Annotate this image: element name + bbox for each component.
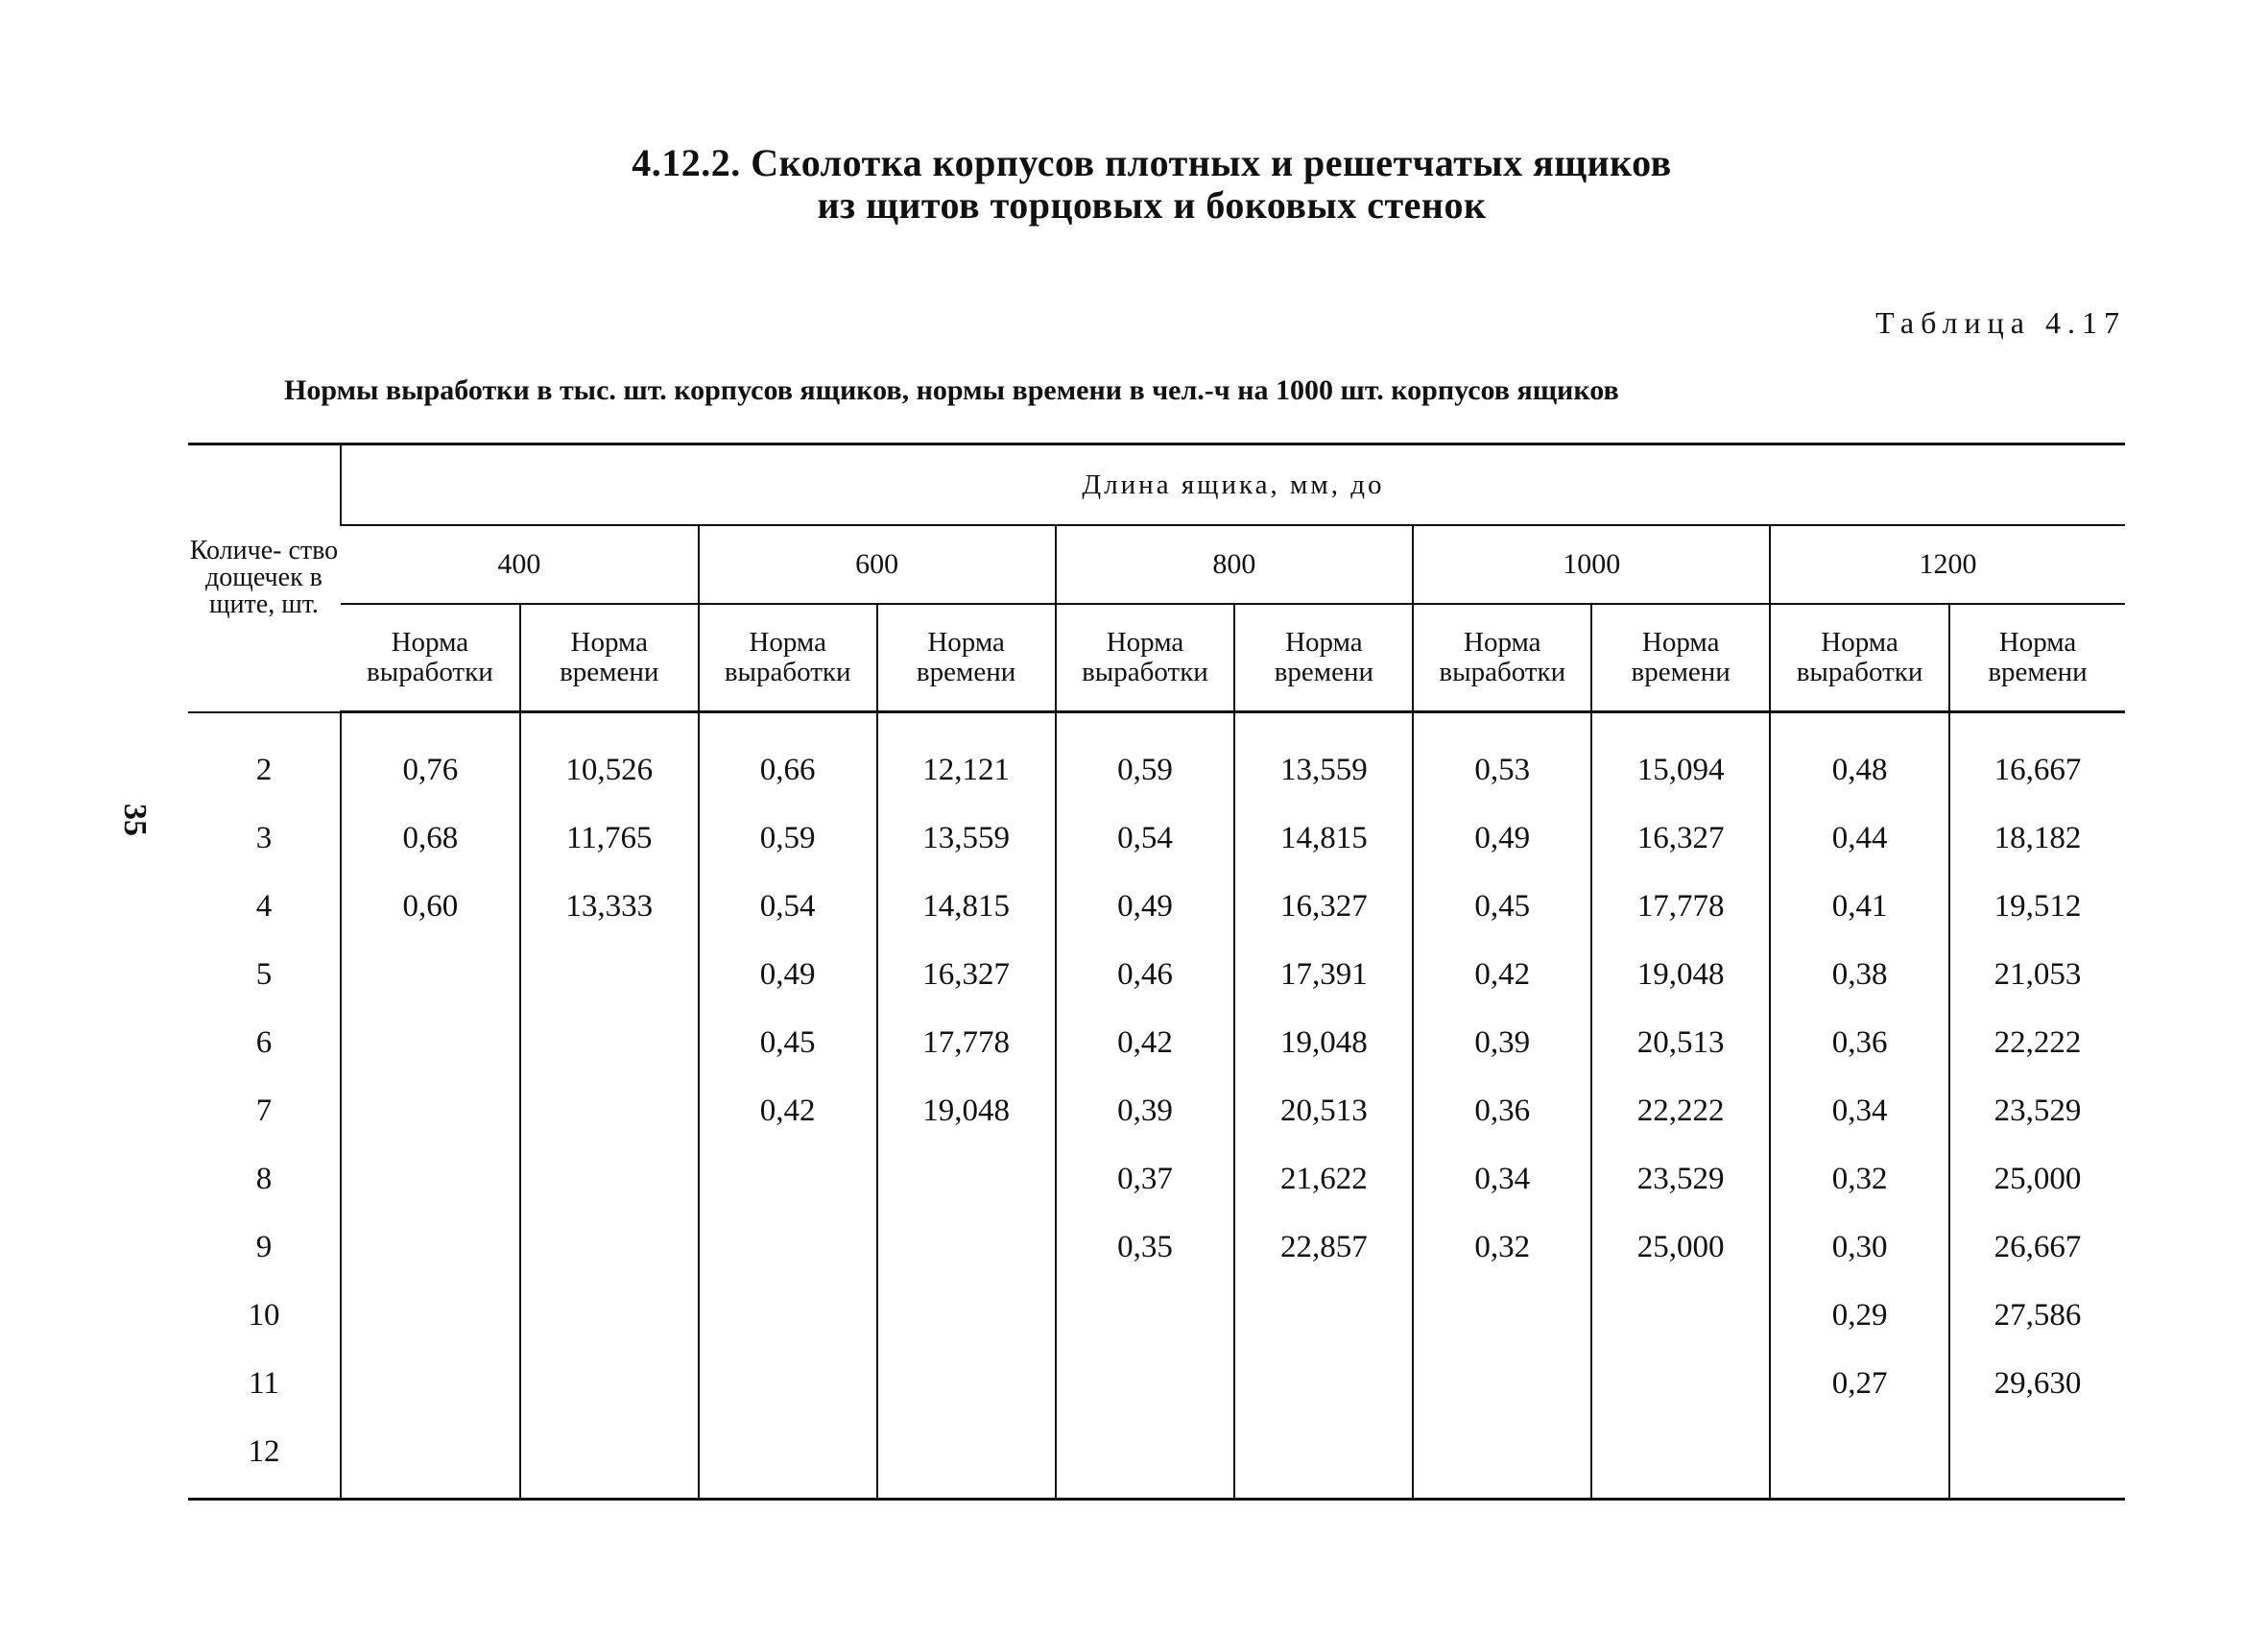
output-norm-cell [699,1350,877,1418]
time-norm-cell [877,1418,1056,1500]
header-size-400: 400 [341,525,699,604]
time-norm-cell: 22,857 [1234,1213,1413,1282]
output-norm-cell: 0,34 [1770,1077,1949,1145]
output-norm-cell: 0,32 [1413,1213,1591,1282]
table-row [188,1418,2125,1500]
header-size-1200: 1200 [1770,525,2125,604]
time-norm-cell: 20,513 [1234,1077,1413,1145]
output-norm-cell: 0,49 [1056,873,1235,941]
time-norm-cell: 11,765 [520,805,699,873]
table-row [188,805,2125,873]
time-norm-cell: 22,222 [1949,1009,2125,1077]
section-title-line1: 4.12.2. Сколотка корпусов плотных и решетчатых ящиков [632,141,1672,184]
time-norm-cell: 14,815 [1234,805,1413,873]
output-norm-cell [699,1213,877,1282]
time-norm-cell: 16,327 [877,941,1056,1009]
output-norm-cell [341,1145,520,1213]
output-norm-cell: 0,38 [1770,941,1949,1009]
time-norm-cell: 25,000 [1591,1213,1770,1282]
time-norm-cell [1591,1350,1770,1418]
time-norm-cell: 29,630 [1949,1350,2125,1418]
time-norm-cell: 16,327 [1234,873,1413,941]
time-norm-cell [877,1145,1056,1213]
output-norm-cell: 0,42 [699,1077,877,1145]
row-quantity: 5 [255,957,273,992]
output-norm-cell: 0,39 [1413,1009,1591,1077]
time-norm-cell [520,1350,699,1418]
output-norm-cell [1056,1350,1235,1418]
table-caption: Нормы выработки в тыс. шт. корпусов ящиков, нормы времени в чел.-ч на 1000 шт. корпусов ящиков [284,374,1619,406]
output-norm-cell [341,1350,520,1418]
time-norm-cell: 16,327 [1591,805,1770,873]
time-norm-cell: 19,048 [1591,941,1770,1009]
row-quantity: 2 [255,752,273,787]
output-norm-cell: 0,54 [699,873,877,941]
time-norm-cell: 23,529 [1949,1077,2125,1145]
header-output-norm: Норма выработки [341,604,520,712]
output-norm-cell: 0,54 [1056,805,1235,873]
table-row [188,1282,2125,1350]
header-time-norm: Норма времени [877,604,1056,712]
time-norm-cell: 19,512 [1949,873,2125,941]
time-norm-cell [1591,1418,1770,1500]
output-norm-cell [1770,1418,1949,1500]
output-norm-cell: 0,42 [1413,941,1591,1009]
header-size-600: 600 [699,525,1056,604]
output-norm-cell [1413,1418,1591,1500]
time-norm-cell: 19,048 [1234,1009,1413,1077]
time-norm-cell: 17,778 [1591,873,1770,941]
time-norm-cell: 12,121 [877,712,1056,805]
time-norm-cell: 10,526 [520,712,699,805]
output-norm-cell: 0,34 [1413,1145,1591,1213]
output-norm-cell [341,1213,520,1282]
output-norm-cell [1056,1282,1235,1350]
header-output-norm: Норма выработки [1056,604,1235,712]
output-norm-cell: 0,60 [341,873,520,941]
row-quantity: 11 [249,1366,279,1401]
table-body [188,712,2125,1500]
output-norm-cell: 0,27 [1770,1350,1949,1418]
output-norm-cell [1413,1350,1591,1418]
output-norm-cell: 0,48 [1770,712,1949,805]
time-norm-cell [1234,1282,1413,1350]
header-time-norm: Норма времени [520,604,699,712]
table-row [188,1009,2125,1077]
output-norm-cell: 0,32 [1770,1145,1949,1213]
output-norm-cell [341,1077,520,1145]
table-row [188,941,2125,1009]
table-row [188,1350,2125,1418]
output-norm-cell: 0,59 [699,805,877,873]
table-row [188,1145,2125,1213]
output-norm-cell: 0,39 [1056,1077,1235,1145]
output-norm-cell [341,1282,520,1350]
row-quantity: 6 [255,1025,273,1060]
time-norm-cell: 13,559 [877,805,1056,873]
time-norm-cell: 20,513 [1591,1009,1770,1077]
time-norm-cell [520,1213,699,1282]
time-norm-cell: 15,094 [1591,712,1770,805]
output-norm-cell [341,1418,520,1500]
time-norm-cell: 25,000 [1949,1145,2125,1213]
time-norm-cell: 27,586 [1949,1282,2125,1350]
output-norm-cell: 0,66 [699,712,877,805]
time-norm-cell: 14,815 [877,873,1056,941]
output-norm-cell: 0,49 [1413,805,1591,873]
time-norm-cell: 18,182 [1949,805,2125,873]
time-norm-cell: 19,048 [877,1077,1056,1145]
time-norm-cell [1234,1350,1413,1418]
output-norm-cell: 0,76 [341,712,520,805]
time-norm-cell: 17,391 [1234,941,1413,1009]
norms-table [188,443,2125,1501]
row-quantity: 8 [255,1162,273,1196]
time-norm-cell [520,941,699,1009]
time-norm-cell: 26,667 [1949,1213,2125,1282]
time-norm-cell: 21,622 [1234,1145,1413,1213]
time-norm-cell [1949,1418,2125,1500]
time-norm-cell [877,1213,1056,1282]
section-title-line2: из щитов торцовых и боковых стенок [817,183,1487,227]
output-norm-cell: 0,53 [1413,712,1591,805]
output-norm-cell: 0,29 [1770,1282,1949,1350]
output-norm-cell: 0,49 [699,941,877,1009]
header-time-norm: Норма времени [1949,604,2125,712]
header-output-norm: Норма выработки [699,604,877,712]
page-number: 35 [117,804,153,836]
time-norm-cell [520,1077,699,1145]
table-row [188,1077,2125,1145]
time-norm-cell: 23,529 [1591,1145,1770,1213]
row-quantity: 9 [255,1230,273,1264]
header-size-1000: 1000 [1413,525,1770,604]
time-norm-cell: 22,222 [1591,1077,1770,1145]
time-norm-cell: 13,559 [1234,712,1413,805]
output-norm-cell: 0,45 [699,1009,877,1077]
row-quantity: 4 [255,889,273,924]
output-norm-cell: 0,44 [1770,805,1949,873]
row-quantity: 10 [248,1298,280,1333]
time-norm-cell [877,1282,1056,1350]
output-norm-cell: 0,35 [1056,1213,1235,1282]
output-norm-cell: 0,36 [1770,1009,1949,1077]
time-norm-cell [1591,1282,1770,1350]
header-time-norm: Норма времени [1591,604,1770,712]
time-norm-cell [520,1009,699,1077]
output-norm-cell: 0,68 [341,805,520,873]
time-norm-cell [520,1145,699,1213]
output-norm-cell: 0,42 [1056,1009,1235,1077]
header-output-norm: Норма выработки [1770,604,1949,712]
header-output-norm: Норма выработки [1413,604,1591,712]
output-norm-cell: 0,59 [1056,712,1235,805]
output-norm-cell: 0,36 [1413,1077,1591,1145]
output-norm-cell [341,941,520,1009]
time-norm-cell [1234,1418,1413,1500]
time-norm-cell: 16,667 [1949,712,2125,805]
output-norm-cell [1056,1418,1235,1500]
table-row [188,712,2125,805]
output-norm-cell [341,1009,520,1077]
output-norm-cell: 0,30 [1770,1213,1949,1282]
row-quantity: 12 [188,1418,341,1500]
time-norm-cell: 17,778 [877,1009,1056,1077]
header-length: Длина ящика, мм, до [341,445,2125,526]
header-quantity: Количе- ство дощечек в щите, шт. [188,445,341,712]
time-norm-cell: 21,053 [1949,941,2125,1009]
output-norm-cell [1413,1282,1591,1350]
output-norm-cell: 0,37 [1056,1145,1235,1213]
output-norm-cell: 0,41 [1770,873,1949,941]
table-row [188,1213,2125,1282]
time-norm-cell [877,1350,1056,1418]
table-number: Таблица 4.17 [1875,305,2126,340]
section-title [480,142,1824,227]
output-norm-cell [699,1418,877,1500]
row-quantity: 7 [255,1093,273,1128]
output-norm-cell [699,1282,877,1350]
table-row [188,873,2125,941]
output-norm-cell [699,1145,877,1213]
time-norm-cell: 13,333 [520,873,699,941]
header-time-norm: Норма времени [1234,604,1413,712]
header-size-800: 800 [1056,525,1414,604]
time-norm-cell [520,1418,699,1500]
time-norm-cell [520,1282,699,1350]
output-norm-cell: 0,46 [1056,941,1235,1009]
output-norm-cell: 0,45 [1413,873,1591,941]
row-quantity: 3 [255,821,273,855]
